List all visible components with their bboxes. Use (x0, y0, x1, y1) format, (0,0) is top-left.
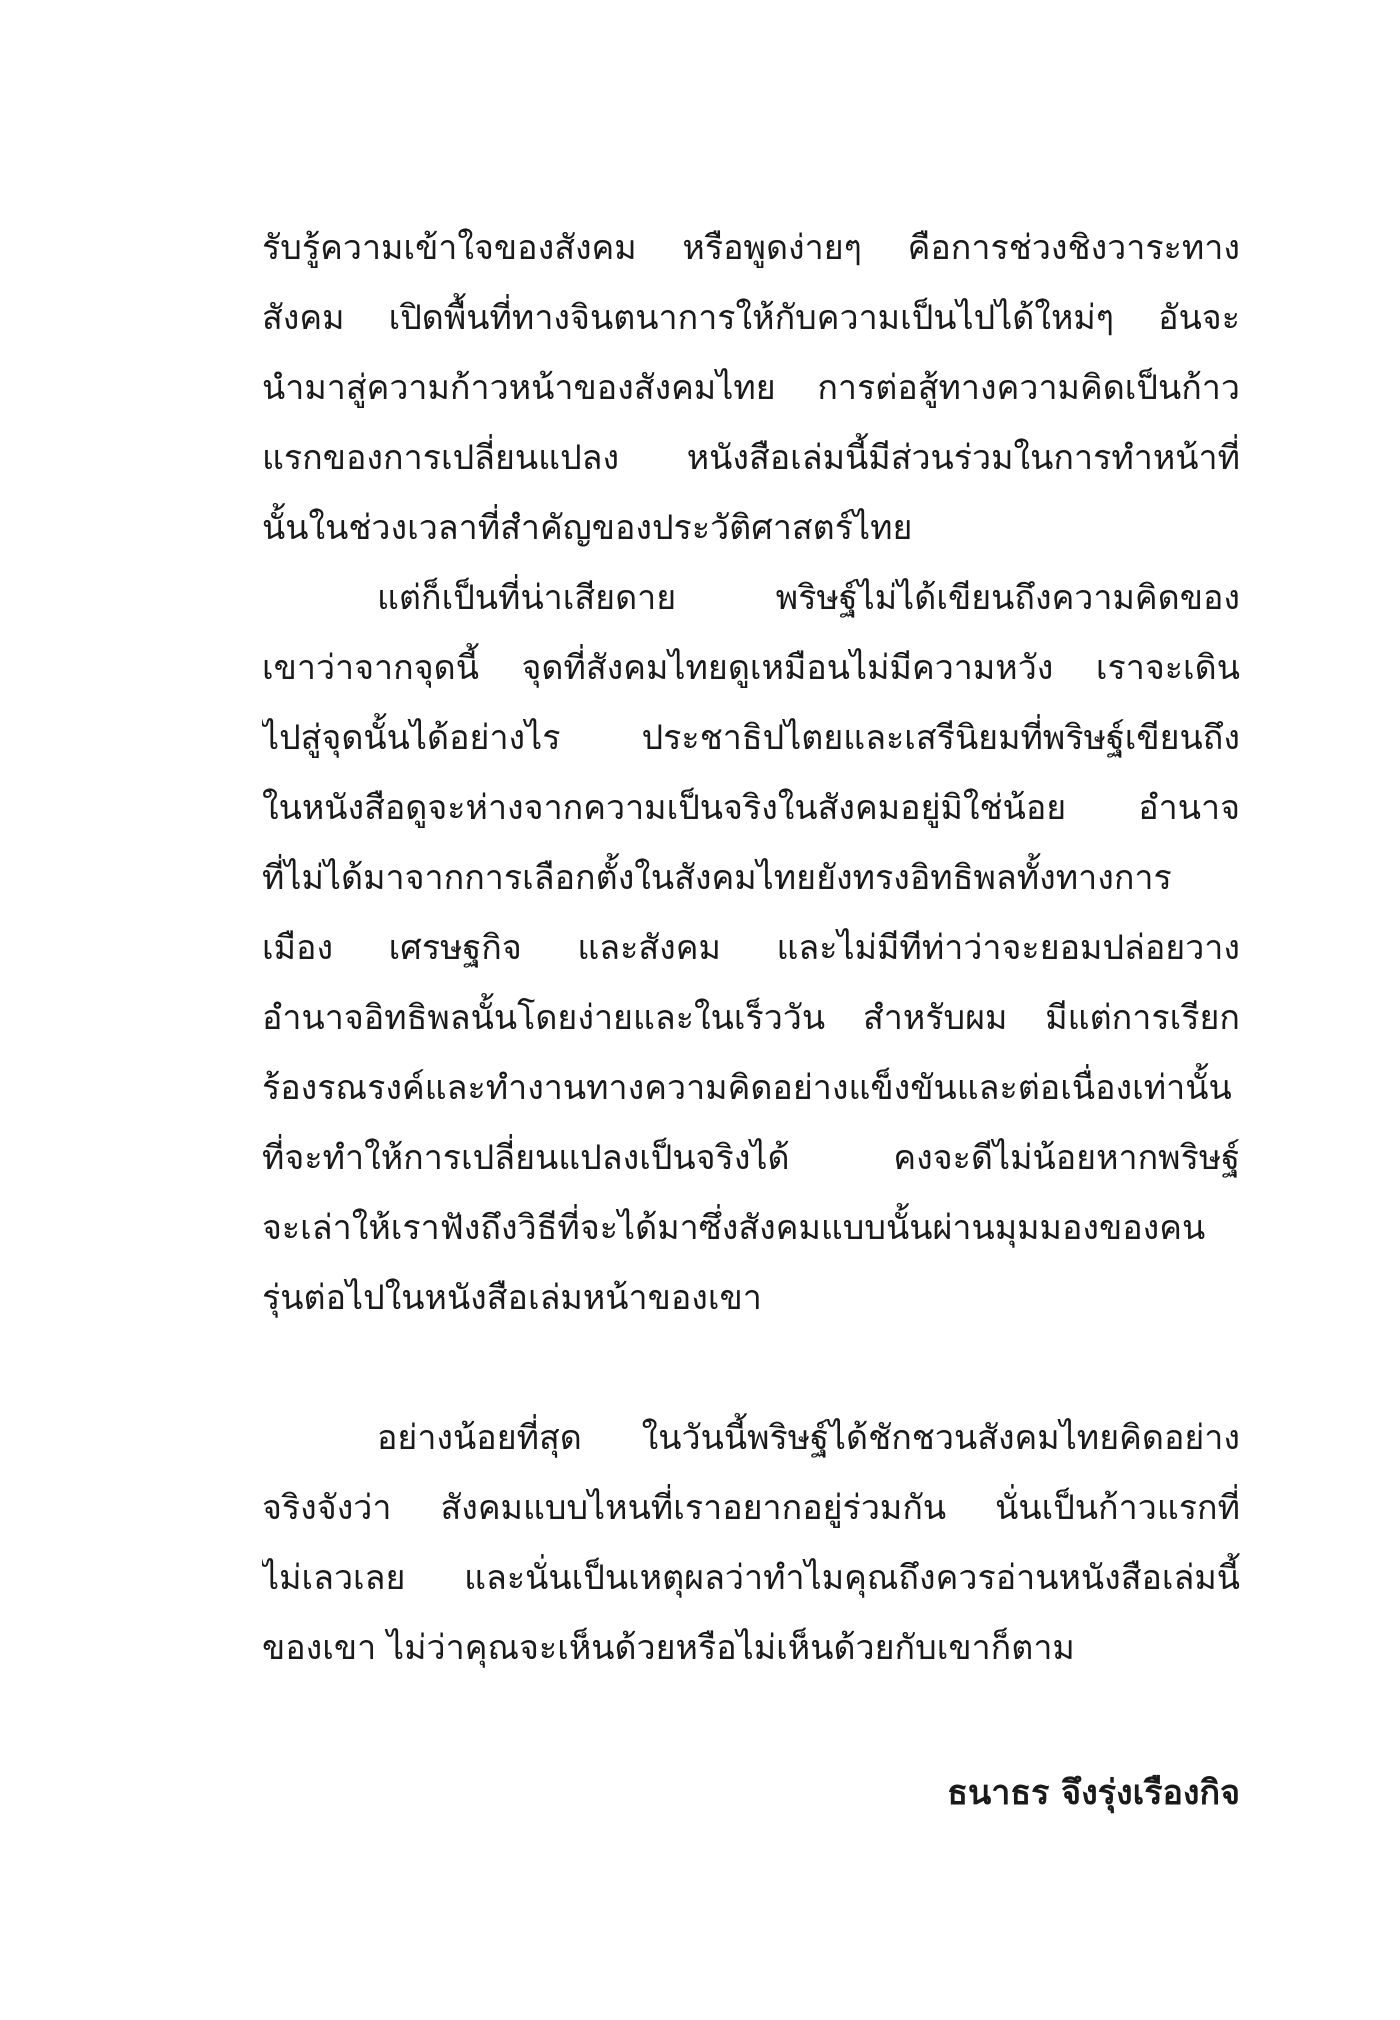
text-line: แรกของการเปลี่ยนแปลง หนังสือเล่มนี้มีส่วนร่วมในการทำหน้าที่ (262, 438, 1240, 478)
text-line: ที่จะทำให้การเปลี่ยนแปลงเป็นจริงได้ คงจะดีไม่น้อยหากพริษฐ์ (262, 1138, 1240, 1178)
text-line: อย่างน้อยที่สุด ในวันนี้พริษฐ์ได้ชักชวนสังคมไทยคิดอย่าง (377, 1418, 1240, 1458)
text-line: นำมาสู่ความก้าวหน้าของสังคมไทย การต่อสู้ทางความคิดเป็นก้าว (262, 368, 1240, 408)
text-line: รุ่นต่อไปในหนังสือเล่มหน้าของเขา (262, 1278, 762, 1318)
text-line: จะเล่าให้เราฟังถึงวิธีที่จะได้มาซึ่งสังคมแบบนั้นผ่านมุมมองของคน (262, 1208, 1206, 1248)
text-line: สังคม เปิดพื้นที่ทางจินตนาการให้กับความเป็นไปได้ใหม่ๆ อันจะ (262, 298, 1240, 338)
text-line: นั้นในช่วงเวลาที่สำคัญของประวัติศาสตร์ไทย (262, 508, 913, 548)
text-line: ของเขา ไม่ว่าคุณจะเห็นด้วยหรือไม่เห็นด้วยกับเขาก็ตาม (262, 1628, 1075, 1668)
text-line: รับรู้ความเข้าใจของสังคม หรือพูดง่ายๆ คือการช่วงชิงวาระทาง (262, 228, 1240, 268)
text-line: อำนาจอิทธิพลนั้นโดยง่ายและในเร็ววัน สำหรับผม มีแต่การเรียก (262, 998, 1240, 1038)
paragraph-1 (262, 213, 1240, 563)
text-line: เขาว่าจากจุดนี้ จุดที่สังคมไทยดูเหมือนไม่มีความหวัง เราจะเดิน (262, 648, 1240, 688)
text-line: ที่ไม่ได้มาจากการเลือกตั้งในสังคมไทยยังทรงอิทธิพลทั้งทางการ (262, 858, 1172, 898)
author-signature: ธนาธร จึงรุ่งเรืองกิจ (947, 1773, 1240, 1813)
text-line: ในหนังสือดูจะห่างจากความเป็นจริงในสังคมอยู่มิใช่น้อย อำนาจ (262, 788, 1240, 828)
text-line: ร้องรณรงค์และทำงานทางความคิดอย่างแข็งขันและต่อเนื่องเท่านั้น (262, 1068, 1232, 1108)
text-line: เมือง เศรษฐกิจ และสังคม และไม่มีทีท่าว่าจะยอมปล่อยวาง (262, 928, 1240, 968)
text-line: ไปสู่จุดนั้นได้อย่างไร ประชาธิปไตยและเสรีนิยมที่พริษฐ์เขียนถึง (262, 718, 1240, 758)
paragraph-2 (262, 563, 1240, 1333)
text-line: จริงจังว่า สังคมแบบไหนที่เราอยากอยู่ร่วมกัน นั่นเป็นก้าวแรกที่ (262, 1488, 1240, 1528)
text-line: แต่ก็เป็นที่น่าเสียดาย พริษฐ์ไม่ได้เขียนถึงความคิดของ (377, 578, 1240, 618)
paragraph-3 (262, 1403, 1240, 1683)
text-line: ไม่เลวเลย และนั่นเป็นเหตุผลว่าทำไมคุณถึงควรอ่านหนังสือเล่มนี้ (262, 1558, 1240, 1598)
